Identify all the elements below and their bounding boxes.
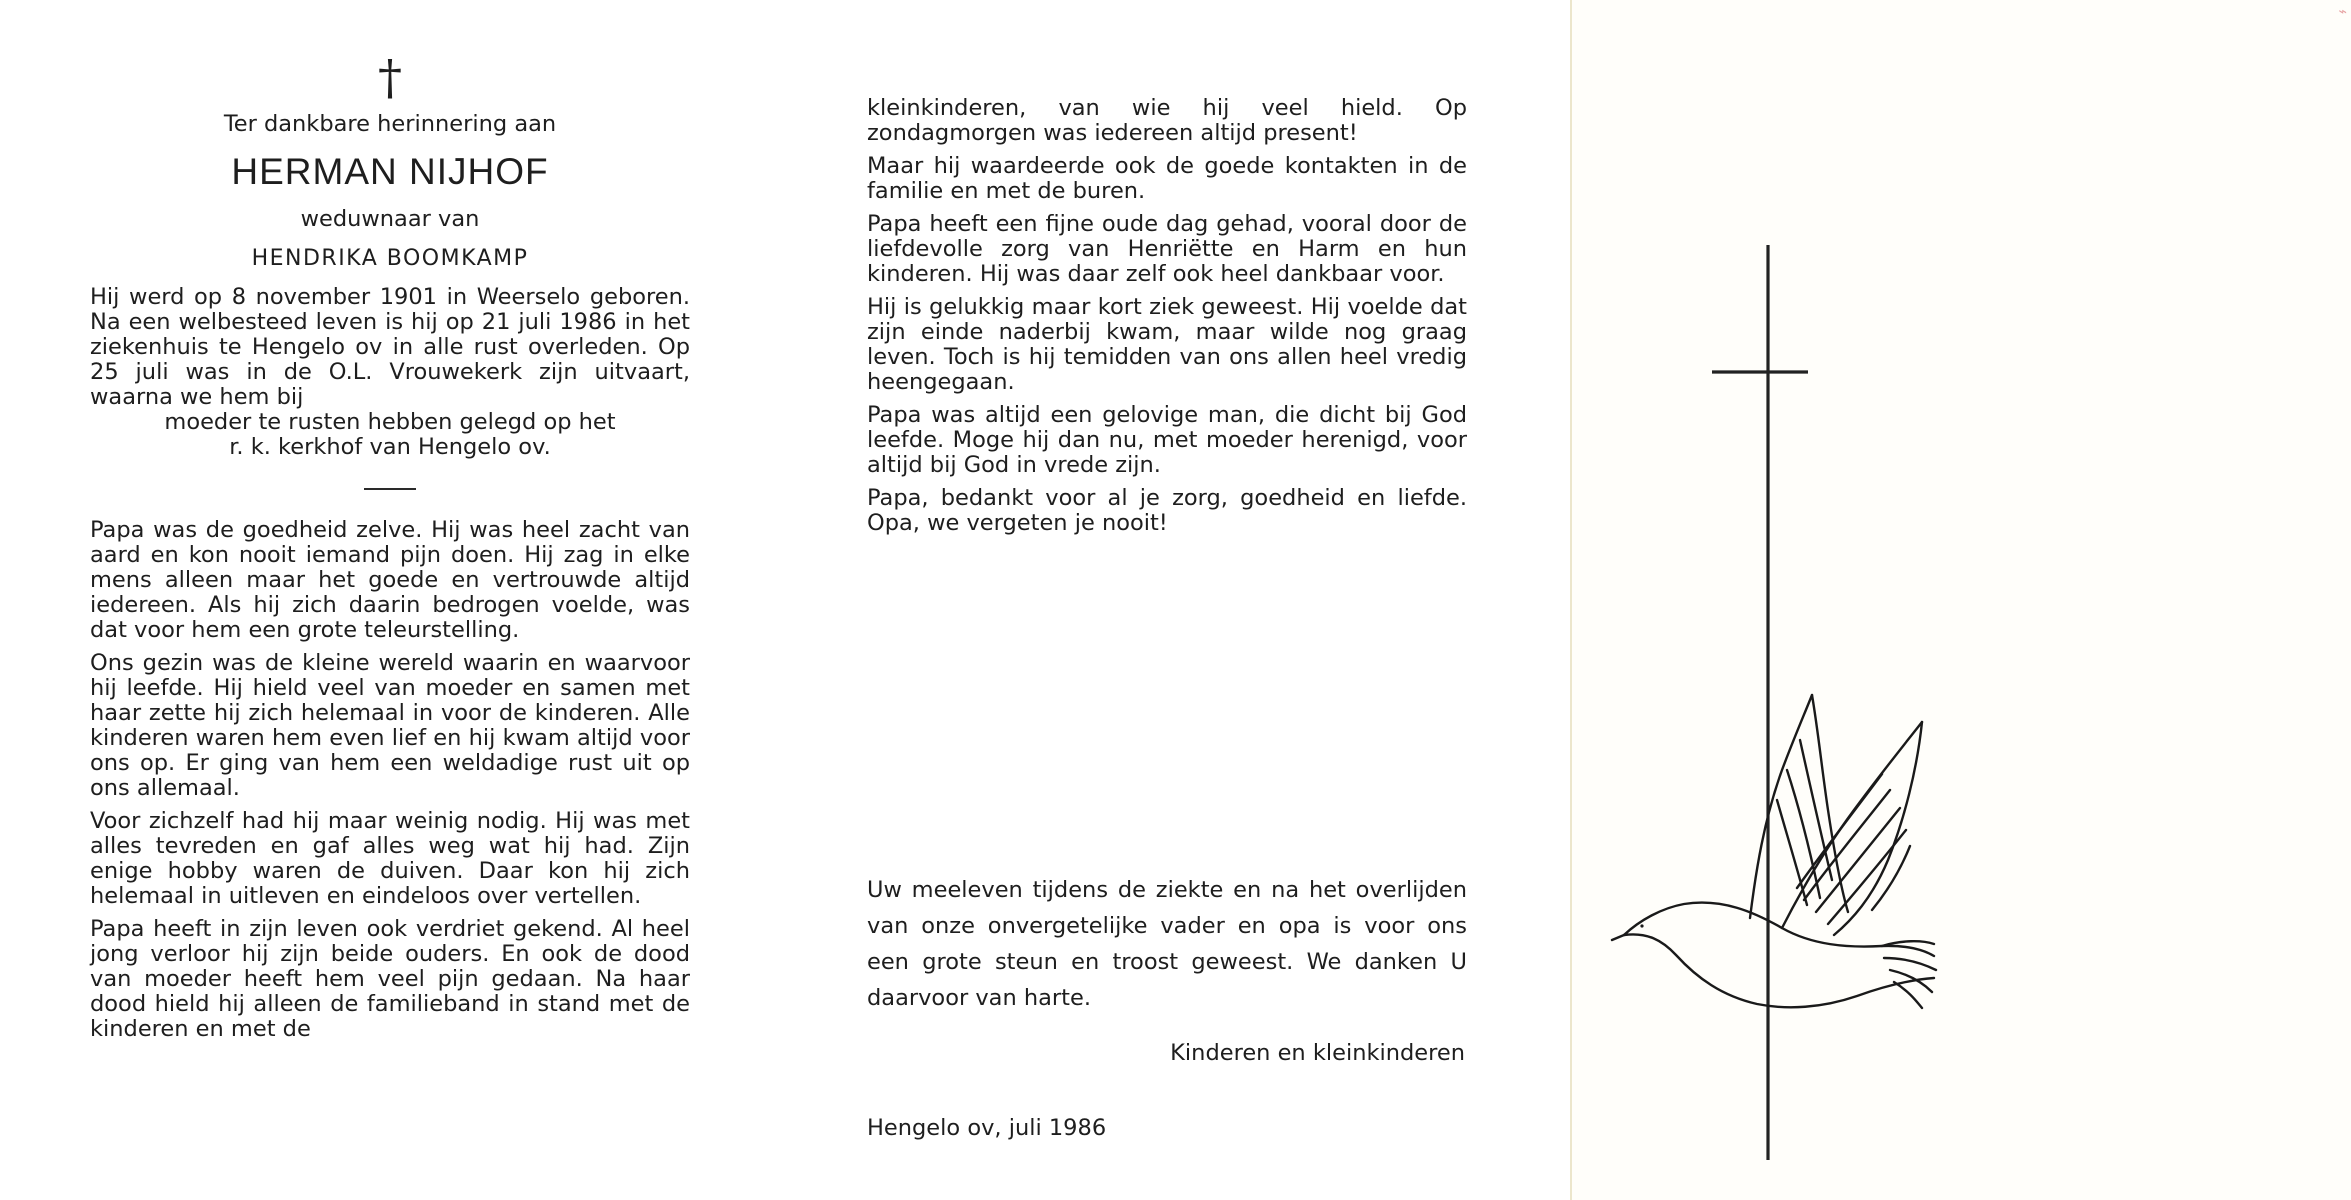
biography-line: r. k. kerkhof van Hengelo ov.	[229, 434, 551, 460]
spouse-name: HENDRIKA BOOMKAMP	[251, 246, 529, 271]
memorial-paragraph: Papa heeft in zijn leven ook verdriet gekend. Al heel jong verloor hij zijn beide ouders. En ook de dood van moeder heeft hem veel pijn gedaan. Na haar dood hield hij alleen de familieband in stand met de kinderen en met de	[90, 916, 690, 1042]
memorial-paragraph: Hij is gelukkig maar kort ziek geweest. Hij voelde dat zijn einde naderbij kwam, maar wilde nog graag leven. Toch is hij temidden van ons allen heel vredig heengegaan.	[867, 294, 1467, 395]
thanks-text: Uw meeleven tijdens de ziekte en na het overlijden van onze onvergetelijke vader en opa is voor ons een grote steun en troost geweest. We danken U daarvoor van harte.	[867, 877, 1467, 1011]
dove-icon	[1572, 0, 2351, 1200]
left-column	[90, 50, 690, 1042]
memorial-paragraph: Papa was altijd een gelovige man, die dicht bij God leefde. Moge hij dan nu, met moeder herenigd, voor altijd bij God in vrede zijn.	[867, 402, 1467, 478]
right-panel	[1572, 0, 2351, 1200]
intro-line: Ter dankbare herinnering aan	[223, 111, 557, 137]
biography-text: Hij werd op 8 november 1901 in Weerselo geboren. Na een welbesteed leven is hij op 21 juli 1986 in het ziekenhuis te Hengelo ov in alle rust overleden. Op 25 juli was in de O.L. Vrouwekerk zijn uitvaart, waarna we hem bij	[90, 284, 690, 410]
signature: Kinderen en kleinkinderen	[1170, 1040, 1465, 1066]
memorial-paragraph: Voor zichzelf had hij maar weinig nodig. Hij was met alles tevreden en gaf alles weg wat hij had. Zijn enige hobby waren de duiven. Daar kon hij zich helemaal in uitleven en eindeloos over vertellen.	[90, 808, 690, 909]
place-date: Hengelo ov, juli 1986	[867, 1115, 1107, 1141]
paper-speck: ⌁	[2338, 4, 2347, 20]
biography-line: moeder te rusten hebben gelegd op het	[164, 409, 616, 435]
deceased-name: HERMAN NIJHOF	[231, 151, 549, 192]
relation-line: weduwnaar van	[300, 206, 480, 232]
cross-symbol: †	[378, 50, 402, 106]
memorial-paragraph: Ons gezin was de kleine wereld waarin en waarvoor hij leefde. Hij hield veel van moeder en samen met haar zette hij zich helemaal in voor de kinderen. Alle kinderen waren hem even lief en hij kwam altijd voor ons op. Er ging van hem een weldadige rust uit op ons allemaal.	[90, 650, 690, 801]
memorial-paragraph: Papa was de goedheid zelve. Hij was heel zacht van aard en kon nooit iemand pijn doen. Hij zag in elke mens alleen maar het goede en vertrouwde altijd iedereen. Als hij zich daarin bedrogen voelde, was dat voor hem een grote teleurstelling.	[90, 517, 690, 643]
memorial-paragraph: Papa, bedankt voor al je zorg, goedheid en liefde. Opa, we vergeten je nooit!	[867, 485, 1467, 536]
memorial-paragraph: kleinkinderen, van wie hij veel hield. Op zondagmorgen was iedereen altijd present!	[867, 95, 1467, 146]
memorial-paragraph: Papa heeft een fijne oude dag gehad, vooral door de liefdevolle zorg van Henriëtte en Harm en hun kinderen. Hij was daar zelf ook heel dankbaar voor.	[867, 211, 1467, 287]
memorial-paragraph: Maar hij waardeerde ook de goede kontakten in de familie en met de buren.	[867, 153, 1467, 204]
middle-column	[867, 96, 1467, 536]
